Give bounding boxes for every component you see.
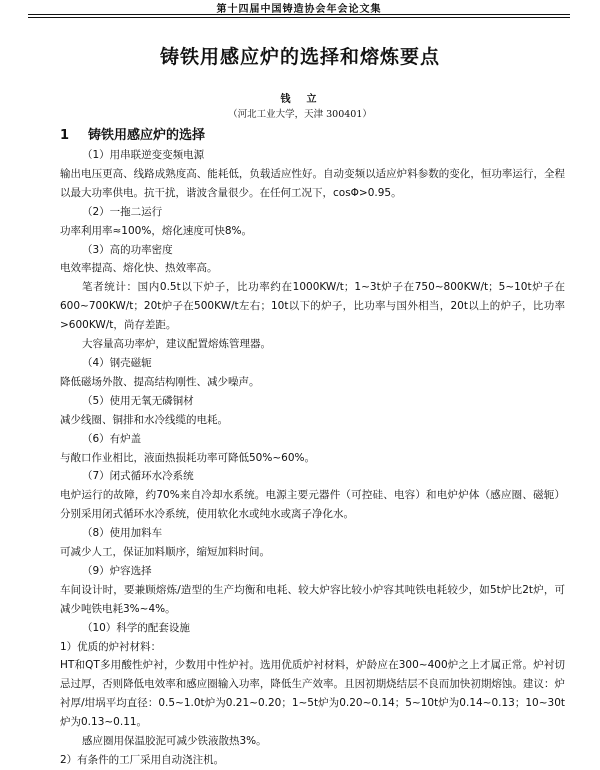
body-paragraph: 1）优质的炉衬材料： — [60, 640, 162, 653]
paper-body — [60, 146, 565, 770]
subheading-paragraph: （8）使用加料车 — [82, 527, 163, 540]
body-paragraph: 功率利用率≈100%，熔化速度可快8%。 — [60, 224, 252, 237]
header-rule — [28, 14, 570, 15]
section-heading — [60, 124, 205, 143]
paper-title: 铸铁用感应炉的选择和熔炼要点 — [159, 46, 440, 68]
subheading-paragraph: （6）有炉盖 — [82, 432, 142, 445]
affiliation: （河北工业大学，天津 300401） — [228, 109, 372, 120]
body-paragraph: 车间设计时，要兼顾熔炼/造型的生产均衡和电耗、较大炉容比较小炉容其吨铁电耗较少，如5t炉比2t炉，可减少吨铁电耗3%~4%。 — [60, 583, 565, 615]
subheading-paragraph: （5）使用无氧无磷铜材 — [82, 394, 194, 407]
subheading-paragraph: （9）炉容选择 — [82, 564, 152, 577]
body-paragraph: 输出电压更高、线路成熟度高、能耗低，负载适应性好。自动变频以适应炉料参数的变化，恒功率运行，全程以最大功率供电。抗干扰，谐波含量很少。在任何工况下，cosΦ>0.95。 — [60, 167, 565, 199]
subheading-paragraph: （7）闭式循环水冷系统 — [82, 470, 194, 483]
body-paragraph: HT和QT多用酸性炉衬，少数用中性炉衬。选用优质炉衬材料，炉龄应在300~400炉之上才属正常。炉衬切忌过厚，否则降低电效率和感应圈输入功率，降低生产效率。且因初期烧结层不良而加快初期熔蚀。建议：炉衬厚/坩埚平均直径：0.5~1.0t炉为0.21~0.20；1~5t炉为0.20~0.14；5~10t炉为0.14~0.13；10~30t炉为0.13~0.11。 — [60, 659, 565, 729]
body-paragraph: 笔者统计：国内0.5t以下炉子，比功率约在1000KW/t；1~3t炉子在750~800KW/t；5~10t炉子在600~700KW/t；20t炉子在500KW/t左右；10t以下的炉子，比功率与国外相当，20t以上的炉子，比功率>600KW/t，尚存差距。 — [60, 281, 565, 332]
body-paragraph: 减少线圈、铜排和水冷线缆的电耗。 — [60, 413, 228, 426]
subheading-paragraph: （3）高的功率密度 — [82, 243, 173, 256]
body-paragraph: 电炉运行的故障，约70%来自冷却水系统。电源主要元器件（可控硅、电容）和电炉炉体（感应圈、磁轭）分别采用闭式循环水冷系统，使用软化水或纯水或离子净化水。 — [60, 489, 565, 521]
running-header: 第十四届中国铸造协会年会论文集 — [216, 4, 382, 15]
subheading-paragraph: （4）钢壳磁轭 — [82, 356, 152, 369]
header-rule-double — [28, 17, 570, 18]
body-paragraph: 降低磁场外散、提高结构刚性、减少噪声。 — [60, 375, 260, 388]
body-paragraph: 可减少人工，保证加料顺序，缩短加料时间。 — [60, 546, 270, 559]
body-paragraph: 电效率提高、熔化快、热效率高。 — [60, 262, 218, 275]
subheading-paragraph: （2）一拖二运行 — [82, 205, 163, 218]
body-paragraph: 2）有条件的工厂采用自动浇注机。 — [60, 754, 225, 766]
subheading-paragraph: （1）用串联逆变变频电源 — [82, 149, 205, 161]
subheading-paragraph: （10）科学的配套设施 — [82, 621, 190, 634]
author-name: 钱 立 — [280, 94, 320, 105]
body-paragraph: 大容量高功率炉，建议配置熔炼管理器。 — [82, 338, 271, 351]
section-title: 铸铁用感应炉的选择 — [88, 128, 206, 143]
body-paragraph: 与敞口作业相比，液面热损耗功率可降低50%~60%。 — [60, 451, 315, 464]
section-number: 1 — [60, 128, 70, 143]
body-paragraph: 感应圈用保温胶泥可减少铁液散热3%。 — [82, 735, 267, 748]
